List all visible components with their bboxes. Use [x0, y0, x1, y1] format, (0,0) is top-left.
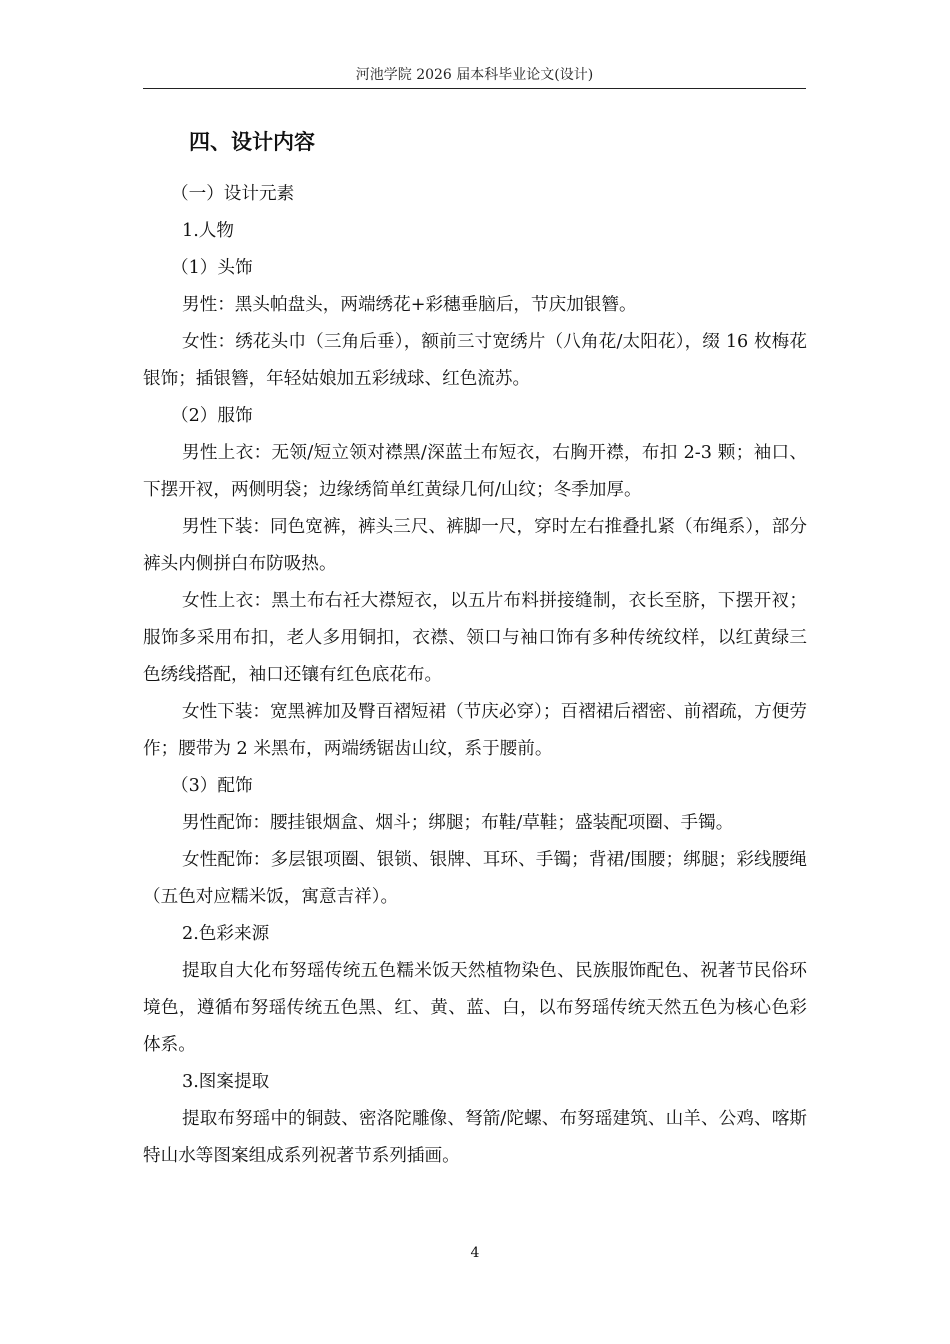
- paragraph: 女性下装：宽黑裤加及臀百褶短裙（节庆必穿）；百褶裙后褶密、前褶疏，方便劳作；腰带为 2 米黑布，两端绣锯齿山纹，系于腰前。: [143, 702, 807, 759]
- paragraph: 男性上衣：无领/短立领对襟黑/深蓝土布短衣，右胸开襟，布扣 2-3 颗；袖口、下摆开衩，两侧明袋；边缘绣简单红黄绿几何/山纹；冬季加厚。: [143, 443, 807, 500]
- paragraph: 男性：黑头帕盘头，两端绣花+彩穗垂脑后，节庆加银簪。: [182, 295, 637, 315]
- paragraph: 女性配饰：多层银项圈、银锁、银牌、耳环、手镯；背裙/围腰；绑腿；彩线腰绳（五色对应糯米饭，寓意吉祥）。: [143, 850, 807, 907]
- section-heading: 四、设计内容: [189, 130, 315, 154]
- paragraph: 女性上衣：黑土布右衽大襟短衣，以五片布料拼接缝制，衣长至脐，下摆开衩；服饰多采用布扣，老人多用铜扣，衣襟、领口与袖口饰有多种传统纹样，以红黄绿三色绣线搭配，袖口还镶有红色底花布。: [143, 591, 807, 685]
- item-title: 1.人物: [182, 221, 234, 241]
- subitem-title: （1）头饰: [171, 258, 253, 278]
- page-header: 河池学院 2026 届本科毕业论文(设计): [143, 64, 806, 89]
- item-title: 2.色彩来源: [182, 924, 270, 944]
- paragraph: 男性配饰：腰挂银烟盒、烟斗；绑腿；布鞋/草鞋；盛装配项圈、手镯。: [182, 813, 734, 833]
- item-title: 3.图案提取: [182, 1072, 270, 1092]
- document-body: [143, 122, 807, 1175]
- paragraph: 提取自大化布努瑶传统五色糯米饭天然植物染色、民族服饰配色、祝著节民俗环境色，遵循布努瑶传统五色黑、红、黄、蓝、白，以布努瑶传统天然五色为核心色彩体系。: [143, 961, 807, 1055]
- subitem-title: （2）服饰: [171, 406, 253, 426]
- paragraph: 提取布努瑶中的铜鼓、密洛陀雕像、弩箭/陀螺、布努瑶建筑、山羊、公鸡、喀斯特山水等图案组成系列祝著节系列插画。: [143, 1109, 807, 1166]
- subsection-title: （一）设计元素: [171, 184, 295, 204]
- paragraph: 女性：绣花头巾（三角后垂），额前三寸宽绣片（八角花/太阳花），缀 16 枚梅花银饰；插银簪，年轻姑娘加五彩绒球、红色流苏。: [143, 332, 807, 389]
- paragraph: 男性下装：同色宽裤，裤头三尺、裤脚一尺，穿时左右推叠扎紧（布绳系），部分裤头内侧拼白布防吸热。: [143, 517, 807, 574]
- subitem-title: （3）配饰: [171, 776, 253, 796]
- page-number: 4: [470, 1245, 480, 1261]
